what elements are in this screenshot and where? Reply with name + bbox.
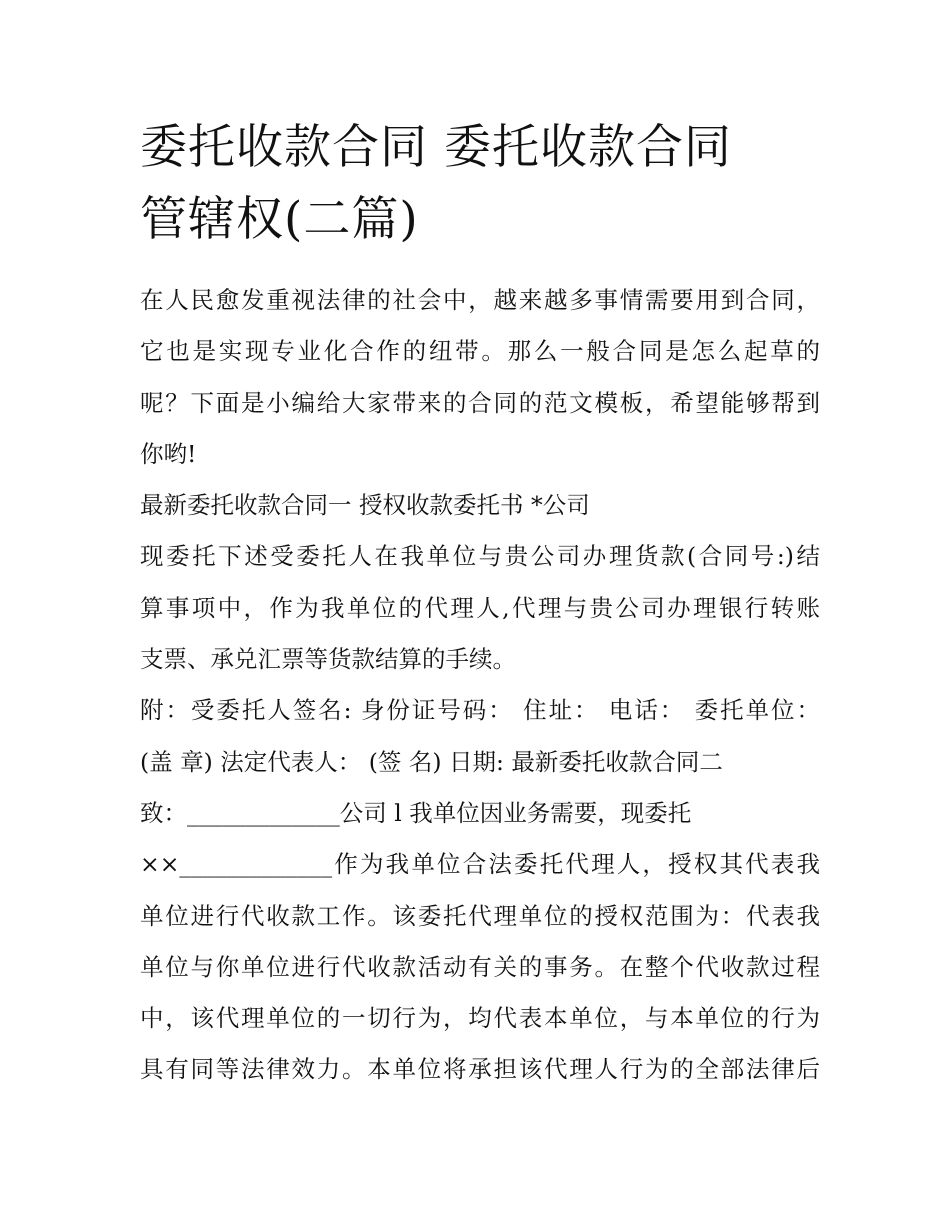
body-line: 呢？下面是小编给大家带来的合同的范文模板，希望能够帮到 — [140, 388, 820, 417]
body-line: 在人民愈发重视法律的社会中，越来越多事情需要用到合同， — [140, 286, 820, 314]
document-body — [140, 277, 820, 1098]
body-line: ××_____________作为我单位合法委托代理人，授权其代表我 — [140, 850, 820, 879]
body-line: 单位与你单位进行代收款活动有关的事务。在整个代收款过程 — [140, 952, 820, 981]
body-line: 附：受委托人签名: 身份证号码： 住址： 电话： 委托单位： — [140, 696, 820, 725]
body-line: 具有同等法律效力。本单位将承担该代理人行为的全部法律后 — [140, 1055, 820, 1084]
body-line: (盖 章) 法定代表人： (签 名) 日期: 最新委托收款合同二 — [140, 747, 723, 776]
body-line: 支票、承兑汇票等货款结算的手续。 — [140, 645, 516, 674]
body-line: 致：_____________公司 l 我单位因业务需要，现委托 — [140, 798, 692, 827]
title-line: 管辖权(二篇) — [140, 192, 419, 247]
body-line: 它也是实现专业化合作的纽带。那么一般合同是怎么起草的 — [140, 337, 820, 366]
body-line: 最新委托收款合同一 授权收款委托书 *公司 — [140, 491, 590, 520]
body-line: 现委托下述受委托人在我单位与贵公司办理货款(合同号:)结 — [140, 542, 820, 571]
document-title — [140, 112, 820, 256]
title-line: 委托收款合同 委托收款合同 — [140, 120, 732, 175]
body-line: 单位进行代收款工作。该委托代理单位的授权范围为：代表我 — [140, 901, 820, 930]
body-line: 中，该代理单位的一切行为，均代表本单位，与本单位的行为 — [140, 1004, 820, 1033]
document-page — [140, 0, 820, 1229]
body-line: 你哟! — [140, 439, 197, 468]
body-line: 算事项中，作为我单位的代理人,代理与贵公司办理银行转账 — [140, 593, 820, 622]
